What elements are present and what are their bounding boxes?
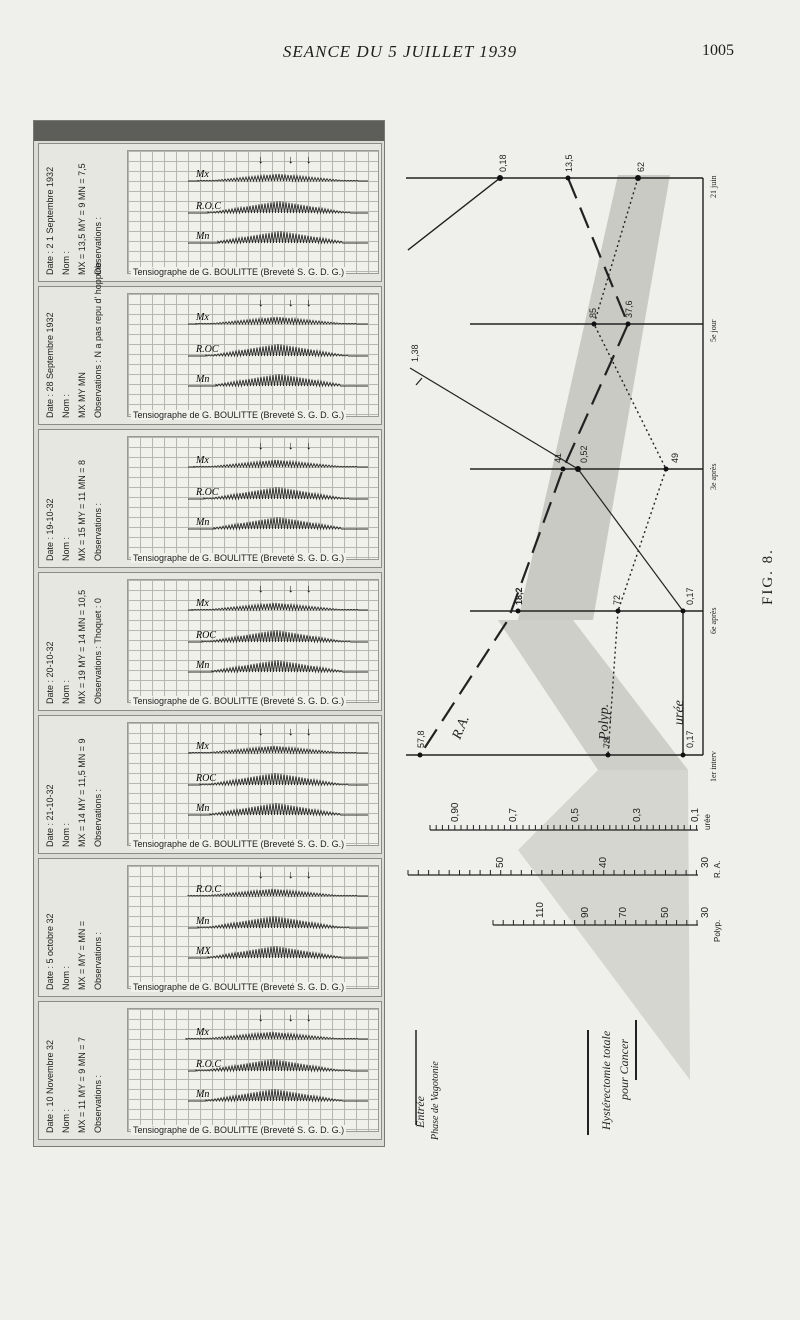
panel-date: Date : 5 octobre 32 (45, 913, 55, 990)
row-label-21-juin: 21 juin (709, 175, 718, 198)
trace-label: MX (196, 946, 211, 957)
panel-grid (127, 436, 379, 560)
trace-line (188, 231, 368, 243)
trace-label: Mx (196, 1027, 209, 1038)
marker-arrow-icon: ↓ (258, 583, 264, 595)
panel-observations: Observations : (93, 502, 103, 561)
val-376: 37,6 (624, 300, 634, 318)
uree-tick-1: 0,7 (508, 808, 519, 822)
marker-arrow-icon: ↓ (306, 154, 312, 166)
marker-arrow-icon: ↓ (288, 297, 294, 309)
trace-label: ROC (196, 773, 216, 784)
trace-line (188, 174, 368, 181)
val-85: 85 (588, 307, 598, 318)
page-number: 1005 (702, 42, 734, 59)
polyp-tick-4: 30 (700, 906, 711, 918)
trace-label: Mn (196, 374, 210, 385)
trace-label: R.OC (196, 487, 219, 498)
trace-label: ROC (196, 630, 216, 641)
trace-line (188, 517, 368, 529)
panel-labels (41, 430, 126, 567)
trace-line (188, 603, 368, 610)
trace-label: Mn (196, 1089, 210, 1100)
panel-grid (127, 865, 379, 989)
panel-nom: Nom : (61, 965, 71, 990)
trace-line (188, 660, 368, 672)
panel-nom: Nom : (61, 536, 71, 561)
panel-labels (41, 1002, 126, 1139)
oscillometric-trace (128, 294, 378, 416)
marker-arrow-icon: ↓ (306, 297, 312, 309)
uree-tick-2: 0,5 (570, 808, 581, 822)
oscillometric-trace (128, 723, 378, 845)
oscillometric-trace (128, 866, 378, 988)
panel-date: Date : 28 Septembre 1932 (45, 312, 55, 418)
panel-mx-values: MX = 19 MY = 14 MN = 10,5 (77, 589, 87, 704)
tensiograph-panel (38, 143, 382, 282)
trace-label: Mx (196, 598, 209, 609)
trace-label: R.O.C (196, 1059, 221, 1070)
panel-date: Date : 19-10-32 (45, 498, 55, 561)
tensiograph-panel (38, 858, 382, 997)
val-052: 0,52 (579, 445, 589, 463)
trace-label: R.O.C (196, 884, 221, 895)
panel-nom: Nom : (61, 1108, 71, 1133)
trace-line (188, 374, 368, 386)
running-header (0, 38, 800, 66)
tensiograph-panel (38, 1001, 382, 1140)
panel-mx-values: MX MY MN (77, 372, 87, 418)
trace-label: R.O.C (196, 201, 221, 212)
trace-line (188, 916, 368, 928)
polyp-tick-2: 70 (618, 906, 629, 918)
marker-arrow-icon: ↓ (306, 726, 312, 738)
panel-nom: Nom : (61, 822, 71, 847)
curve-label-polyp: Polyp. (597, 703, 612, 740)
panel-nom: Nom : (61, 679, 71, 704)
legend-hysterectomie: Hystérectomie totale (599, 1030, 613, 1130)
row-label-1er-interv: 1er interv (709, 751, 718, 782)
panel-mx-values: MX = MY = MN = (77, 920, 87, 990)
panel-labels (41, 573, 126, 710)
marker-arrow-icon: ↓ (306, 1012, 312, 1024)
ra-tick-2: 30 (700, 856, 711, 868)
panel-observations: Observations : (93, 1074, 103, 1133)
trace-label: Mx (196, 169, 209, 180)
trace-label: Mn (196, 517, 210, 528)
polyp-tick-3: 50 (660, 906, 671, 918)
trace-label: Mx (196, 312, 209, 323)
marker-arrow-icon: ↓ (258, 869, 264, 881)
panel-mx-values: MX = 13,5 MY = 9 MN = 7,5 (77, 163, 87, 275)
curve-label-uree: urée (672, 700, 687, 725)
row-label-6e-apres: 6e après (709, 607, 718, 634)
tensiograph-brand-label: Tensiographe de G. BOULITTE (Breveté S. G. D. G.) (133, 696, 345, 706)
uree-tick-0: 0,90 (450, 802, 461, 822)
legend-cancer: pour Cancer (617, 1039, 631, 1100)
row-label-5e-jour: 5e jour (709, 319, 718, 342)
panel-observations: Observations : (93, 216, 103, 275)
oscillometric-trace (128, 1009, 378, 1131)
tensiograph-brand-label: Tensiographe de G. BOULITTE (Breveté S. G. D. G.) (133, 839, 345, 849)
panel-observations: Observations : (93, 788, 103, 847)
val-49: 49 (670, 452, 680, 463)
panel-date: Date : 21-10-32 (45, 784, 55, 847)
val-018: 0,18 (498, 154, 508, 172)
val-182: 18,2 (514, 587, 524, 605)
marker-arrow-icon: ↓ (306, 583, 312, 595)
trace-line (188, 946, 368, 958)
trace-label: Mn (196, 660, 210, 671)
val-135: 13,5 (564, 154, 574, 172)
tensiograph-panel (38, 572, 382, 711)
val-578: 57,8 (416, 730, 426, 748)
tensiograph-brand-label: Tensiographe de G. BOULITTE (Breveté S. G. D. G.) (133, 267, 345, 277)
marker-arrow-icon: ↓ (288, 154, 294, 166)
curve-label-ra: R.A. (449, 713, 473, 742)
panel-labels (41, 144, 126, 281)
marker-arrow-icon: ↓ (258, 297, 264, 309)
ra-tick-1: 40 (598, 856, 609, 868)
panel-date: Date : 10 Novembre 32 (45, 1039, 55, 1133)
trace-line (188, 317, 368, 324)
shaded-band-middle (498, 620, 688, 770)
tensiograph-panel (38, 262, 382, 425)
oscillometric-trace (128, 151, 378, 273)
panel-nom: Nom : (61, 250, 71, 275)
ra-axis-name: R. A. (713, 860, 722, 878)
trace-line (188, 746, 368, 753)
marker-arrow-icon: ↓ (306, 869, 312, 881)
polyp-tick-1: 90 (580, 906, 591, 918)
marker-arrow-icon: ↓ (288, 869, 294, 881)
marker-arrow-icon: ↓ (258, 726, 264, 738)
marker-arrow-icon: ↓ (288, 440, 294, 452)
tensiograph-strip (33, 120, 385, 1147)
val-62: 62 (636, 161, 646, 172)
marker-arrow-icon: ↓ (258, 440, 264, 452)
strip-top-edge (34, 121, 384, 141)
val-138: 1,38 (410, 344, 420, 362)
tensiograph-brand-label: Tensiographe de G. BOULITTE (Breveté S. G. D. G.) (133, 410, 345, 420)
panel-mx-values: MX = 11 MY = 9 MN = 7 (77, 1037, 87, 1133)
trace-label: Mn (196, 803, 210, 814)
tensiograph-panel (38, 715, 382, 854)
panel-mx-values: MX = 14 MY = 11,5 MN = 9 (77, 738, 87, 847)
uree-tick-3: 0,3 (632, 808, 643, 822)
trace-label: Mx (196, 455, 209, 466)
figure-8-diagram (398, 150, 738, 1150)
panel-nom: Nom : (61, 393, 71, 418)
trace-label: R.OC (196, 344, 219, 355)
trace-line (186, 1032, 368, 1039)
panel-grid (127, 293, 379, 417)
trace-line (188, 460, 368, 467)
uree-tick-4: 0,1 (690, 808, 701, 822)
ra-tick-0: 50 (495, 856, 506, 868)
panel-date: Date : 2 1 Septembre 1932 (45, 166, 55, 275)
tensiograph-brand-label: Tensiographe de G. BOULITTE (Breveté S. G. D. G.) (133, 982, 345, 992)
marker-arrow-icon: ↓ (258, 1012, 264, 1024)
tensiograph-panel (38, 429, 382, 568)
uree-axis-name: urée (703, 813, 712, 830)
legend-vagotonie: Phase de Vagotonie (430, 1061, 441, 1140)
tensiograph-brand-label: Tensiographe de G. BOULITTE (Breveté S. G. D. G.) (133, 553, 345, 563)
val-78: 78 (602, 737, 612, 748)
trace-label: Mx (196, 741, 209, 752)
val-41: 41 (553, 452, 563, 463)
panel-grid (127, 1008, 379, 1132)
val-017a: 0,17 (685, 587, 695, 605)
panel-grid (127, 579, 379, 703)
marker-arrow-icon: ↓ (288, 583, 294, 595)
oscillometric-trace (128, 437, 378, 559)
panel-observations: Observations : (93, 931, 103, 990)
marker-arrow-icon: ↓ (288, 1012, 294, 1024)
trace-line (188, 1089, 368, 1101)
legend-entree: Entrée (413, 1096, 427, 1128)
marker-arrow-icon: ↓ (258, 154, 264, 166)
panel-date: Date : 20-10-32 (45, 641, 55, 704)
figure-caption: FIG. 8. (760, 548, 776, 605)
oscillometric-trace (128, 580, 378, 702)
panel-labels (41, 859, 126, 996)
panel-observations: Observations : N a pas repu d' hoppine (93, 262, 103, 418)
panel-observations: Observations : Thoquet : 0 (93, 598, 103, 704)
page-header-title: SEANCE DU 5 JUILLET 1939 (282, 42, 518, 61)
trace-line (188, 803, 368, 815)
val-017b: 0,17 (685, 730, 695, 748)
marker-arrow-icon: ↓ (288, 726, 294, 738)
marker-arrow-icon: ↓ (306, 440, 312, 452)
panel-labels (41, 262, 126, 424)
trace-label: Mn (196, 916, 210, 927)
tensiograph-brand-label: Tensiographe de G. BOULITTE (Breveté S. G. D. G.) (133, 1125, 345, 1135)
val-72: 72 (612, 594, 622, 605)
panel-grid (127, 722, 379, 846)
panel-grid (127, 150, 379, 274)
polyp-axis-name: Polyp. (713, 919, 722, 942)
row-label-3e-apres: 3e après (709, 463, 718, 490)
polyp-tick-0: 110 (535, 902, 546, 918)
trace-label: Mn (196, 231, 210, 242)
panel-mx-values: MX = 15 MY = 11 MN = 8 (77, 460, 87, 561)
panel-labels (41, 716, 126, 853)
